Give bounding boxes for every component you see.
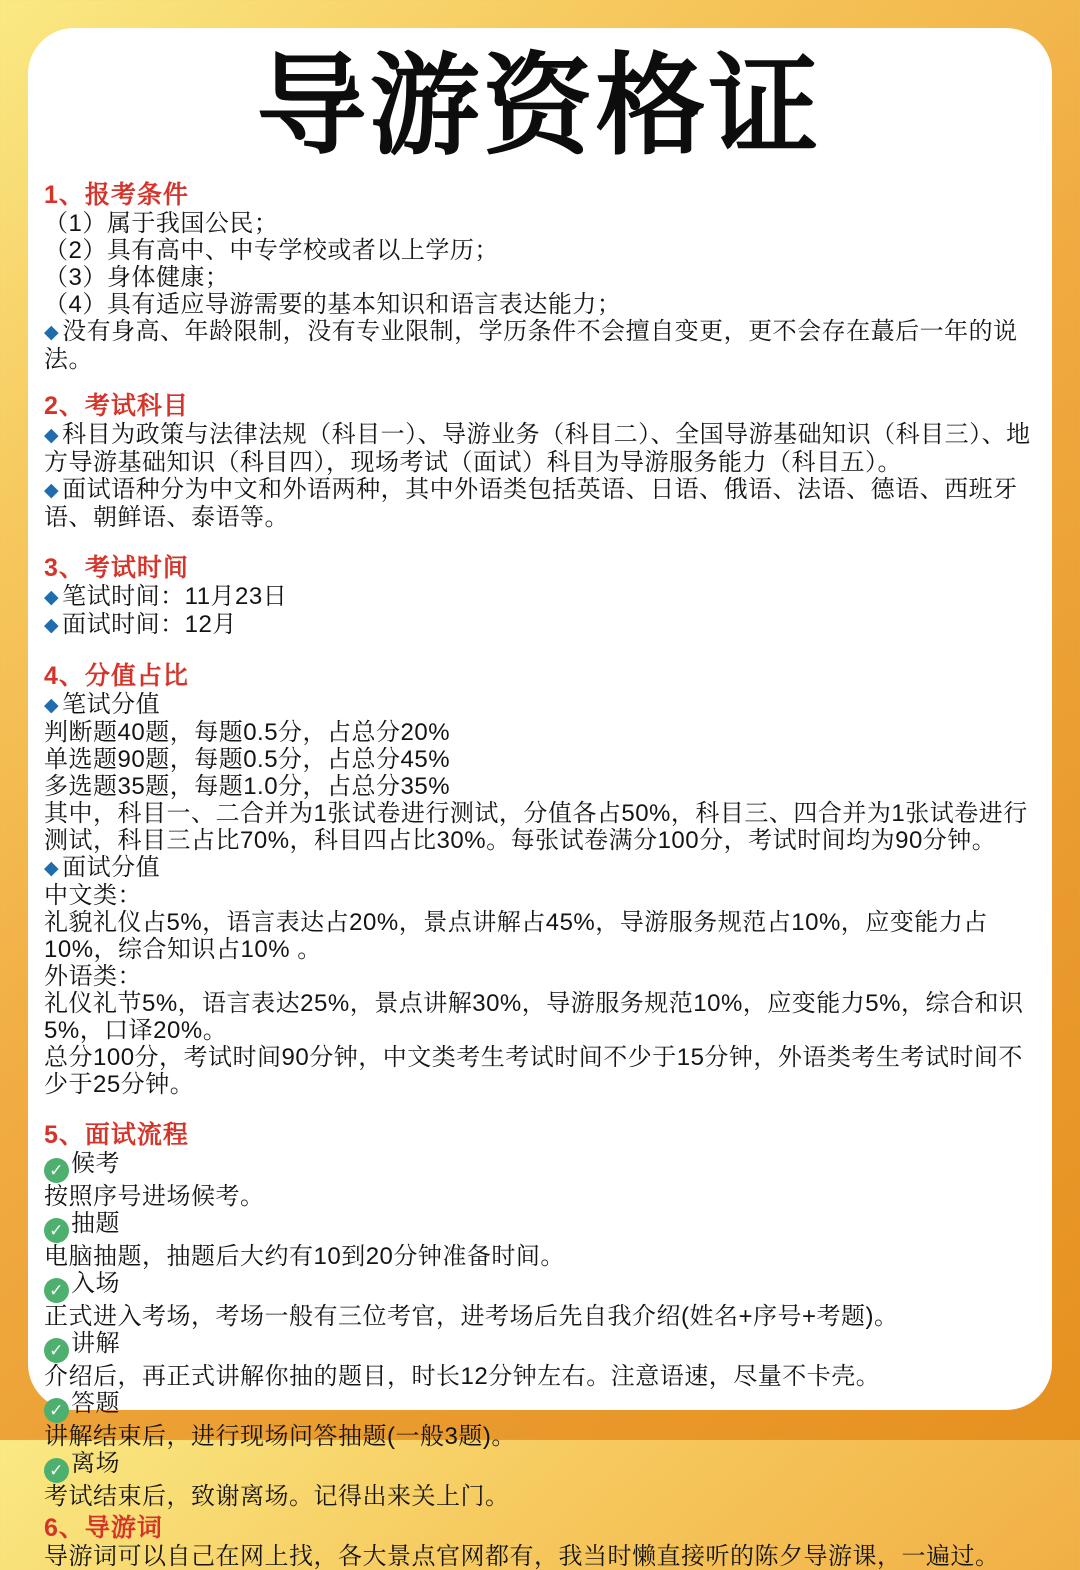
diamond-bullet-icon: ◆ [44,615,60,636]
text-line: 按照序号进场候考。 [44,1183,265,1210]
text-line: 外语类： [44,963,142,990]
section-heading: 4、分值占比 [44,662,189,690]
interview-step-label [44,1390,1040,1423]
line-text: 离场 [71,1450,120,1477]
text-line: 其中，科目一、二合并为1张试卷进行测试，分值各占50%，科目三、四合并为1张试卷进行测试，科目三占比70%，科目四占比30%。每张试卷满分100分，考试时间均为90分钟。 [44,800,1028,854]
section-exam-time [44,553,1040,639]
text-line: 导游词可以自己在网上找，各大景点官网都有，我当时懒直接听的陈夕导游课，一遍过。 [44,1543,1000,1570]
section-exam-subjects [44,391,1040,531]
text-line: 礼貌礼仪占5%，语言表达占20%，景点讲解占45%，导游服务规范占10%，应变能力占10%，综合知识占10% 。 [44,909,988,963]
line-text: 讲解 [71,1330,120,1357]
line-text: 没有身高、年龄限制，没有专业限制，学历条件不会擅自变更，更不会存在蕞后一年的说法。 [44,318,1018,373]
line-text: 面试时间：12月 [62,611,237,638]
text-line [44,421,1040,476]
diamond-bullet-icon: ◆ [44,858,60,879]
text-line: （2）具有高中、中专学校或者以上学历； [44,237,499,264]
page-title: 导游资格证 [256,45,822,168]
interview-step-label [44,1210,1040,1243]
line-text: 笔试时间：11月23日 [62,583,288,610]
section-heading: 5、面试流程 [44,1121,189,1149]
text-line: 多选题35题，每题1.0分，占总分35% [44,773,451,800]
text-line: 正式进入考场，考场一般有三位考官，进考场后先自我介绍(姓名+序号+考题)。 [44,1303,899,1330]
section-heading: 3、考试时间 [44,554,189,582]
section-score-distribution [44,661,1040,1098]
section-application-requirements [44,180,1040,373]
section-heading: 6、导游词 [44,1514,163,1542]
section-heading: 2、考试科目 [44,392,189,420]
text-line [44,854,1040,882]
text-line: （4）具有适应导游需要的基本知识和语言表达能力； [44,291,622,318]
section-interview-process [44,1120,1040,1510]
text-line: （1）属于我国公民； [44,210,279,237]
line-text: 面试语种分为中文和外语两种，其中外语类包括英语、日语、俄语、法语、德语、西班牙语、朝鲜语、泰语等。 [44,476,1018,531]
diamond-bullet-icon: ◆ [44,425,60,446]
interview-step-label [44,1450,1040,1483]
line-text: 科目为政策与法律法规（科目一）、导游业务（科目二）、全国导游基础知识（科目三）、地方导游基础知识（科目四），现场考试（面试）科目为导游服务能力（科目五）。 [44,421,1031,476]
text-line: （3）身体健康； [44,264,230,291]
content-body [36,180,1042,1570]
interview-step-label [44,1150,1040,1183]
section-heading: 1、报考条件 [44,181,189,209]
section-tour-guide-speech [44,1513,1040,1570]
text-line [44,611,1040,639]
text-line: 单选题90题，每题0.5分，占总分45% [44,746,451,773]
text-line [44,691,1040,719]
line-text: 抽题 [71,1210,120,1237]
text-line: 介绍后，再正式讲解你抽的题目，时长12分钟左右。注意语速，尽量不卡壳。 [44,1363,881,1390]
text-line: 中文类： [44,882,142,909]
text-line: 考试结束后，致谢离场。记得出来关上门。 [44,1483,510,1510]
text-line [44,476,1040,531]
check-icon: ✓ [44,1218,69,1243]
line-text: 候考 [71,1150,120,1177]
line-text: 入场 [71,1270,120,1297]
diamond-bullet-icon: ◆ [44,695,60,716]
text-line: 礼仪礼节5%，语言表达25%，景点讲解30%，导游服务规范10%，应变能力5%，综合和识5%，口译20%。 [44,990,1024,1044]
check-icon: ✓ [44,1158,69,1183]
interview-step-label [44,1330,1040,1363]
line-text: 笔试分值 [62,691,161,718]
check-icon: ✓ [44,1458,69,1483]
text-line: 判断题40题，每题0.5分，占总分20% [44,719,451,746]
diamond-bullet-icon: ◆ [44,480,60,501]
text-line: 总分100分，考试时间90分钟，中文类考生考试时间不少于15分钟，外语类考生考试时间不少于25分钟。 [44,1044,1023,1098]
text-line [44,318,1040,373]
text-line: 讲解结束后，进行现场问答抽题(一般3题)。 [44,1423,516,1450]
line-text: 答题 [71,1390,120,1417]
text-line [44,583,1040,611]
check-icon: ✓ [44,1278,69,1303]
check-icon: ✓ [44,1398,69,1423]
diamond-bullet-icon: ◆ [44,322,60,343]
interview-step-label [44,1270,1040,1303]
text-line: 电脑抽题，抽题后大约有10到20分钟准备时间。 [44,1243,565,1270]
content-card [28,28,1052,1570]
line-text: 面试分值 [62,854,161,881]
diamond-bullet-icon: ◆ [44,587,60,608]
check-icon: ✓ [44,1338,69,1363]
